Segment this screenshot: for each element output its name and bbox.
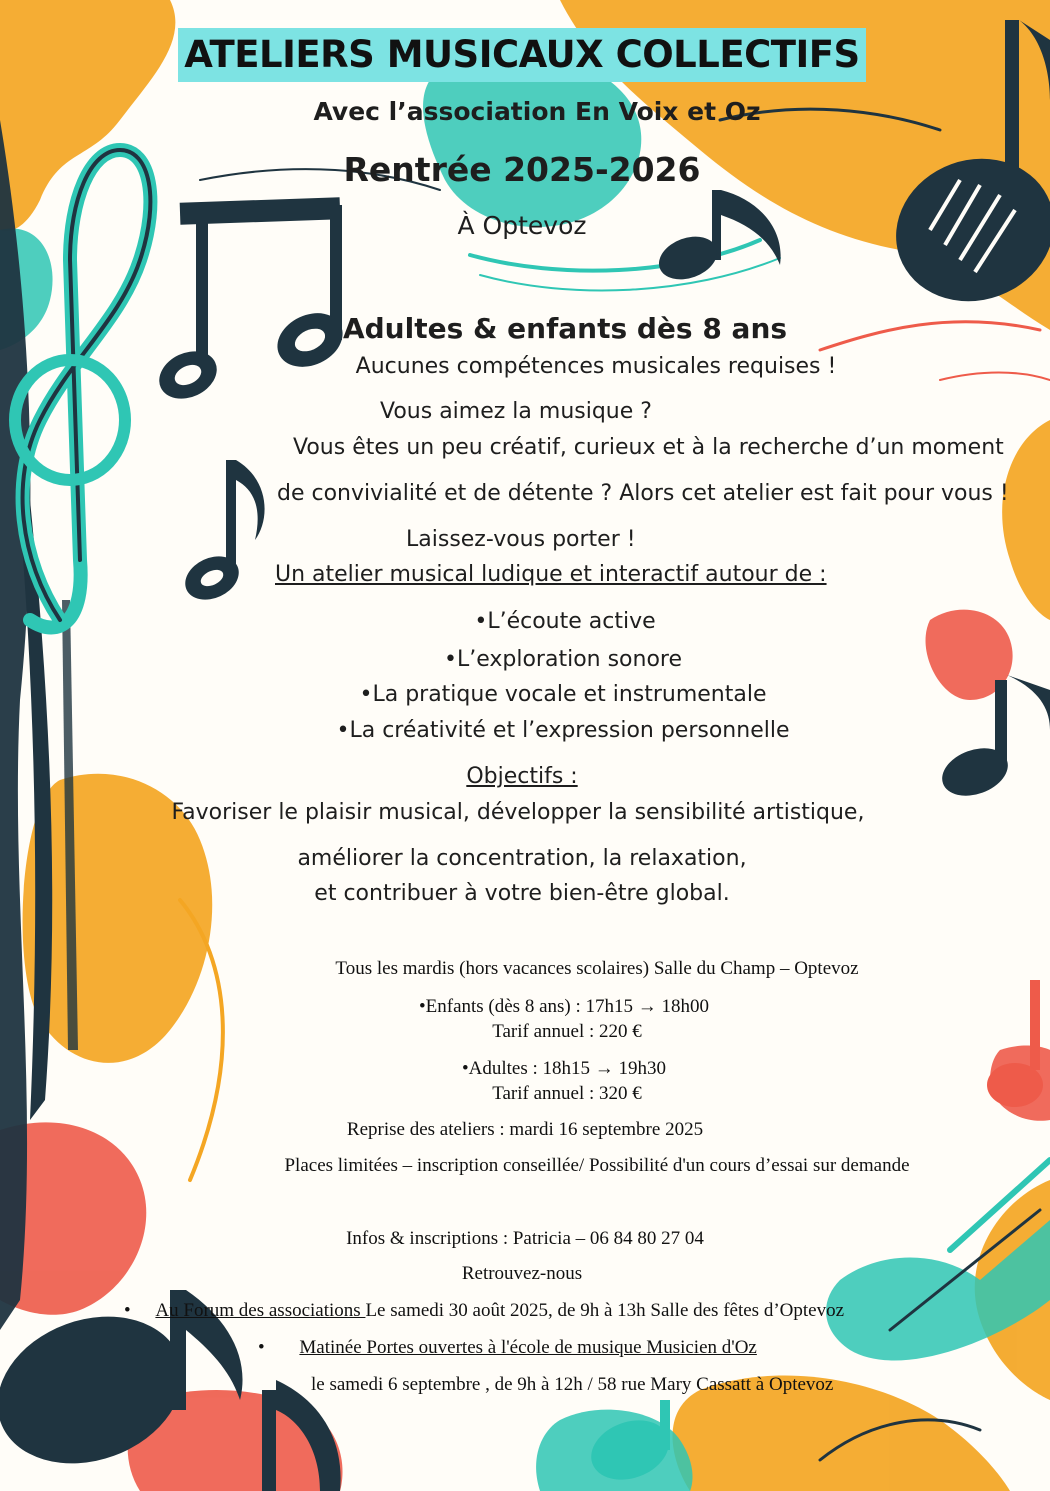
intro-line-2: Vous êtes un peu créatif, curieux et à la recherche d’un moment [293,435,1004,460]
restart-date: Reprise des ateliers : mardi 16 septembre 2025 [346,1119,704,1140]
treble-clef-icon [15,150,150,628]
intro-line-4: Laissez-vous porter ! [406,527,636,552]
page-title: ATELIERS MUSICAUX COLLECTIFS [178,28,866,82]
objective-line-3: et contribuer à votre bien-être global. [314,881,730,906]
event-name: Au Forum des associations [155,1300,366,1321]
schedule-adults: •Adultes : 18h15 → 19h30 [461,1058,667,1079]
topic-item: •L’exploration sonore [443,647,683,672]
eighth-note-small-icon [653,190,781,287]
bullet: • [258,1337,265,1358]
beamed-notes-icon [152,197,352,407]
intro-line-3: de convivialité et de détente ? Alors cet atelier est fait pour vous ! [277,481,1009,506]
location-line: À Optevoz [457,211,587,240]
no-skills-line: Aucunes compétences musicales requises ! [355,354,837,379]
schedule-children: •Enfants (dès 8 ans) : 17h15 → 18h00 [418,996,710,1017]
topic-item: •La créativité et l’expression personnelle [336,718,790,743]
places-info: Places limitées – inscription conseillée/ Possibilité d'un cours d’essai sur demande [284,1155,910,1176]
topic-item: •L’écoute active [474,609,656,634]
association-line: Avec l’association En Voix et Oz [313,97,761,126]
event-detail: Le samedi 30 août 2025, de 9h à 13h Salle des fêtes d’Optevoz [365,1300,845,1321]
contact-info: Infos & inscriptions : Patricia – 06 84 80 27 04 [346,1228,704,1249]
intro-line-1: Vous aimez la musique ? [380,399,652,424]
objective-line-2: améliorer la concentration, la relaxation, [297,846,747,871]
objectives-heading: Objectifs : [466,764,578,789]
bullet: • [124,1300,131,1321]
event-item-forum [124,1300,844,1322]
coral-note-icon [987,980,1043,1107]
season-line: Rentrée 2025-2026 [343,150,701,189]
schedule-adults-price: Tarif annuel : 320 € [492,1083,642,1104]
event-item-open-house [258,1337,757,1359]
find-us: Retrouvez-nous [461,1263,583,1284]
event-name: Matinée Portes ouvertes à l'école de musique Musicien d'Oz [299,1337,757,1358]
topic-item: •La pratique vocale et instrumentale [359,682,767,707]
workshop-heading: Un atelier musical ludique et interactif autour de : [275,562,827,587]
eighth-note-icon [178,460,264,608]
audience-line: Adultes & enfants dès 8 ans [342,312,788,345]
event-detail-open-house: le samedi 6 septembre , de 9h à 12h / 58 rue Mary Cassatt à Optevoz [311,1374,834,1395]
schedule-children-price: Tarif annuel : 220 € [492,1021,642,1042]
objective-line-1: Favoriser le plaisir musical, développer la sensibilité artistique, [171,800,865,825]
schedule-when-where: Tous les mardis (hors vacances scolaires) Salle du Champ – Optevoz [335,958,859,979]
